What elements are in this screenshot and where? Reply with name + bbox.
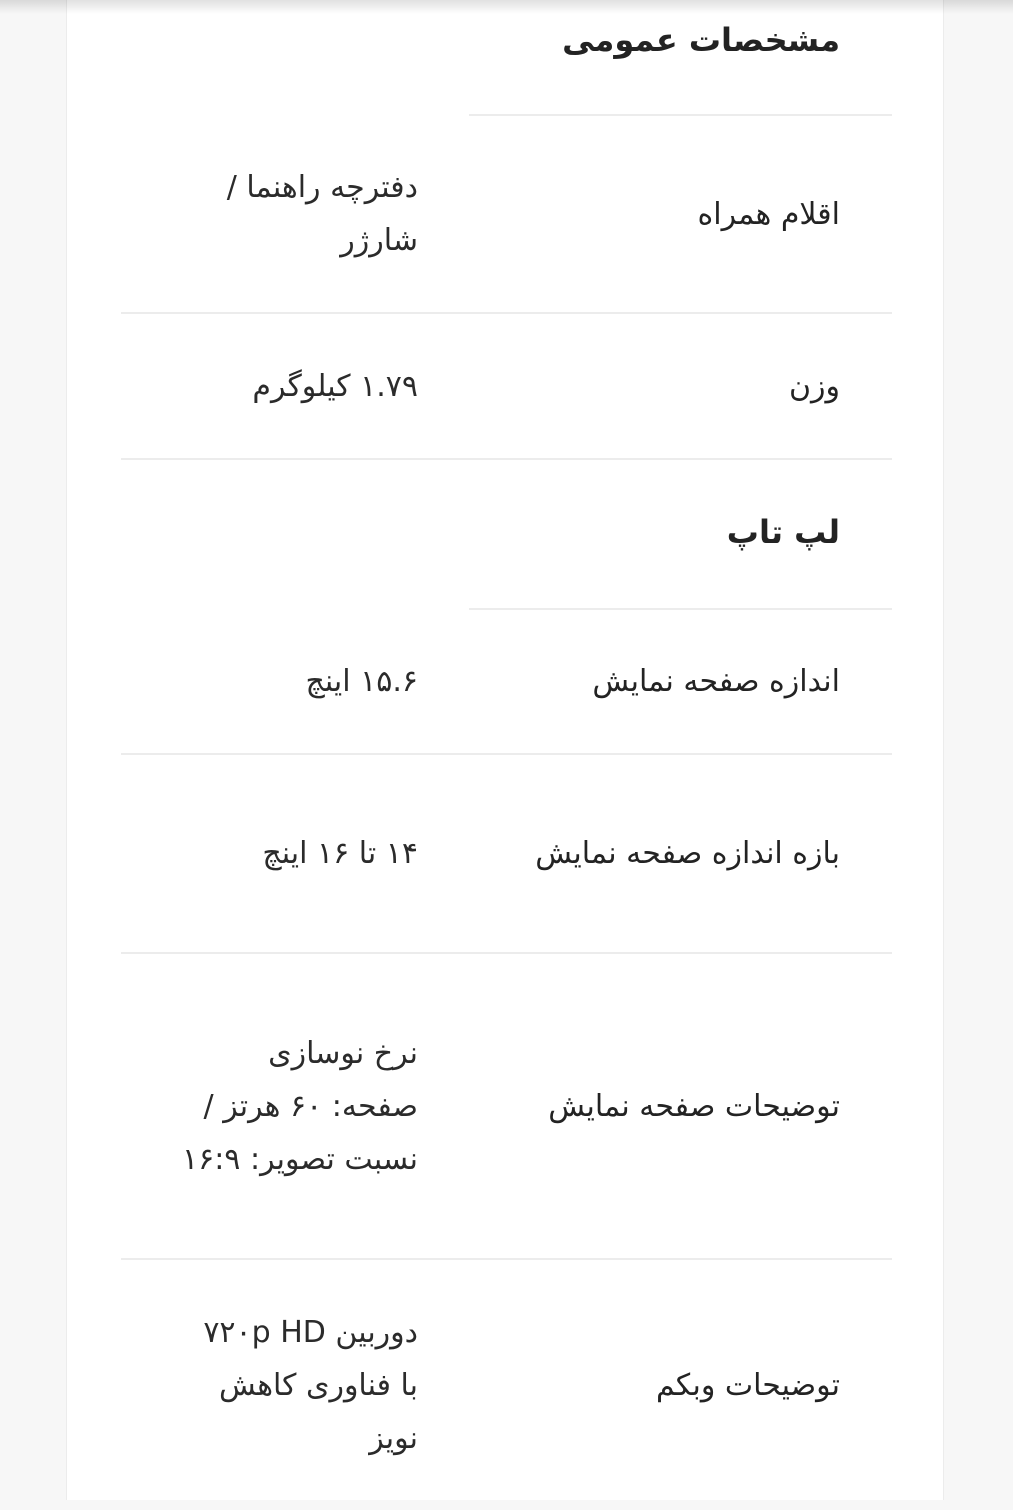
spec-label: بازه اندازه صفحه نمایش [535,836,840,871]
section-divider [469,608,892,610]
spec-value: ۱۵.۶ اینچ [305,664,418,699]
spec-row-screen-details [121,954,892,1260]
top-shadow [0,0,1013,14]
spec-label: اندازه صفحه نمایش [592,664,840,699]
spec-label: اقلام همراه [697,196,840,232]
spec-value: دفترچه راهنما / شارژر [226,170,418,258]
spec-label: توضیحات صفحه نمایش [548,1088,840,1124]
spec-value: نرخ نوسازی صفحه: ۶۰ هرتز / نسبت تصویر: ۱۶:۹ [181,1035,418,1177]
spec-label: وزن [788,368,840,404]
spec-row-screen-size [121,610,892,755]
spec-label: توضیحات وبکم [655,1367,840,1403]
spec-row-screen-range [121,755,892,954]
spec-value: دوربین ۷۲۰p HD با فناوری کاهش نویز [203,1314,418,1456]
spec-row-accessories [121,116,892,314]
section-title-general: مشخصات عمومی [562,21,840,59]
spec-row-weight [121,314,892,460]
spec-value: ۱۴ تا ۱۶ اینچ [262,836,418,871]
section-general-header [121,0,892,116]
section-title-laptop: لپ تاپ [726,513,840,551]
section-divider [469,114,892,116]
section-laptop-header [121,460,892,610]
specs-content [121,0,892,1510]
spec-row-webcam [121,1260,892,1510]
spec-value: ۱.۷۹ کیلوگرم [252,368,418,404]
